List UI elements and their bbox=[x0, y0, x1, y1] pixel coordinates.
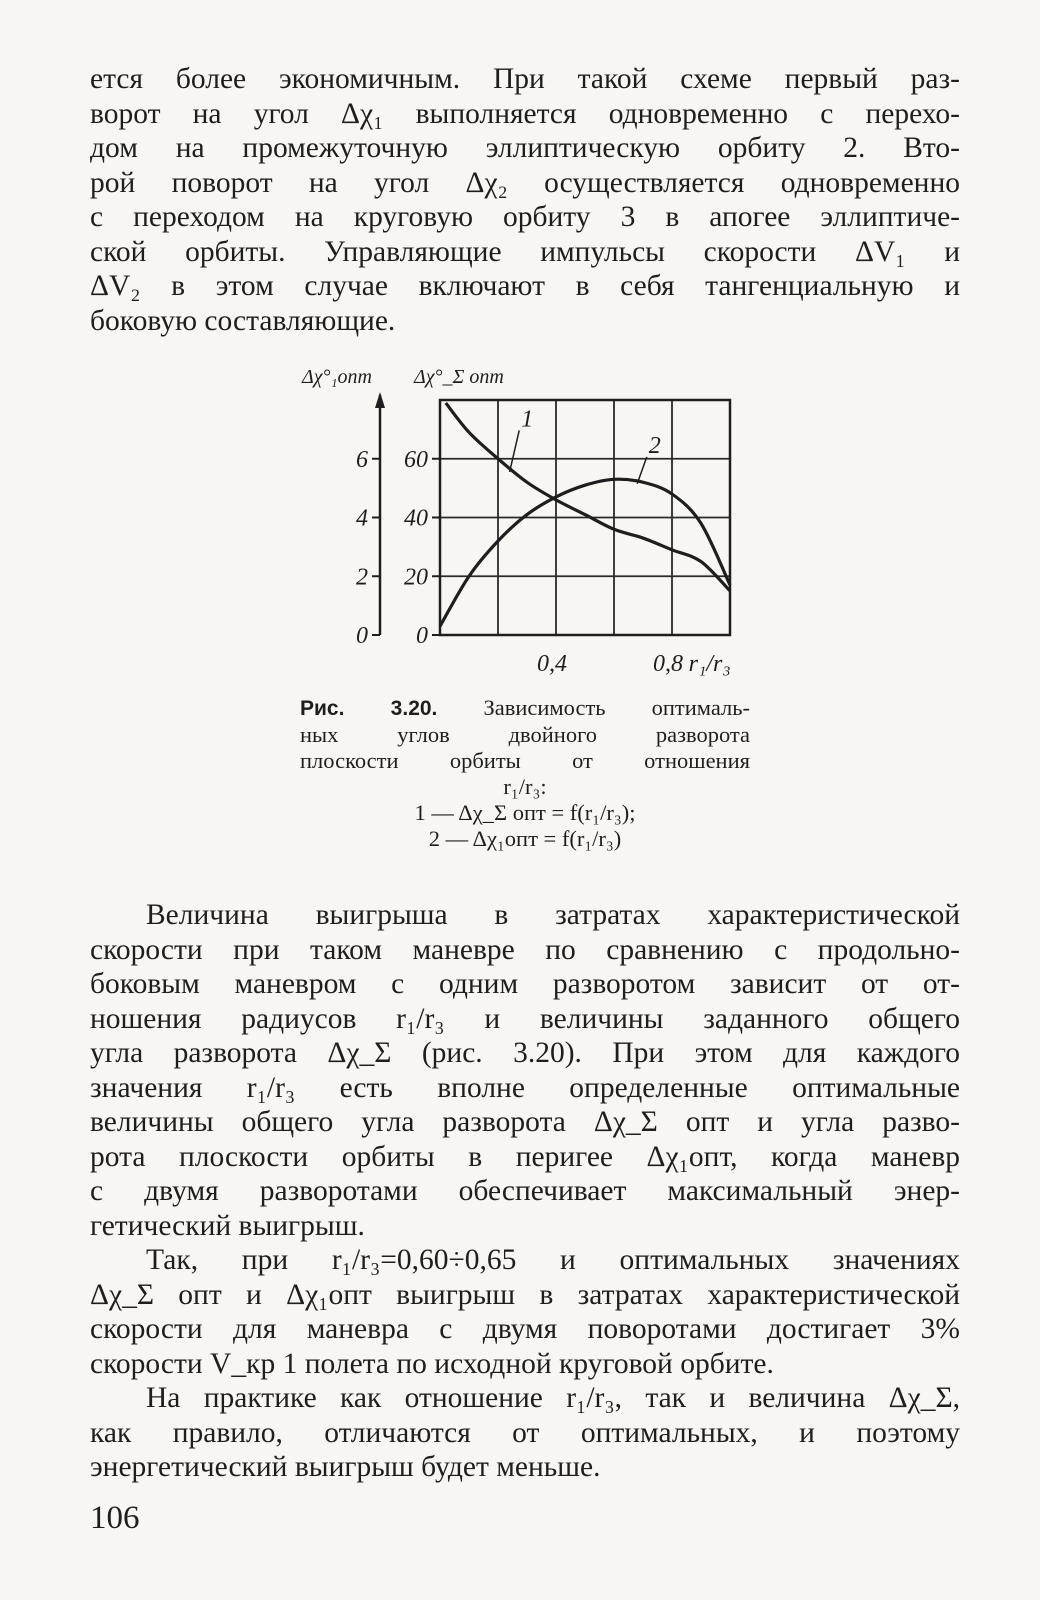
caption-line: r₁/r₃: bbox=[503, 774, 547, 799]
page-number: 106 bbox=[90, 1500, 140, 1536]
text-line: скорости V_кр 1 полета по исходной круговой орбите. bbox=[90, 1347, 774, 1380]
text-line: Так, при r₁/r₃=0,60÷0,65 и оптимальных значениях bbox=[146, 1244, 960, 1276]
text-line: скорости при таком маневре по сравнению с продольно- bbox=[90, 933, 960, 966]
text-line: Δχ_Σ опт и Δχ₁опт выигрыш в затратах характеристической bbox=[90, 1278, 960, 1311]
y-tick-label-outer: 6 bbox=[356, 446, 368, 473]
text-line: с двумя разворотами обеспечивает максимальный энер- bbox=[90, 1175, 960, 1207]
series-label-1: 1 bbox=[521, 406, 534, 433]
text-line: рой поворот на угол Δχ₂ осуществляется одновременно bbox=[90, 166, 960, 199]
paragraph-2 bbox=[90, 898, 960, 1243]
text-line: На практике как отношение r₁/r₃, так и величина Δχ_Σ, bbox=[146, 1382, 960, 1414]
caption-line: 1 — Δχ_Σ опт = f(r₁/r₃); bbox=[414, 800, 636, 825]
caption-label: Рис. 3.20. bbox=[300, 697, 438, 720]
series-label-2: 2 bbox=[648, 432, 661, 459]
series-leader-1 bbox=[510, 430, 520, 472]
text-line: ношения радиусов r₁/r₃ и величины заданного общего bbox=[90, 1002, 960, 1035]
paragraph-3 bbox=[90, 1243, 960, 1381]
text-line: ворот на угол Δχ₁ выполняется одновременно с перехо- bbox=[90, 97, 960, 130]
caption-line: ных углов двойного разворота bbox=[300, 722, 750, 747]
paragraph-4 bbox=[90, 1381, 960, 1485]
y-tick-label-inner: 60 bbox=[404, 446, 428, 473]
x-axis-label: r₁/r₃ bbox=[688, 651, 731, 677]
series-leader-2 bbox=[637, 457, 647, 484]
y-tick-label-outer: 0 bbox=[356, 623, 368, 649]
text-line: с переходом на круговую орбиту 3 в апогее эллиптиче- bbox=[90, 201, 960, 233]
caption-text: Зависимость оптималь- bbox=[437, 695, 750, 720]
figure-caption bbox=[300, 695, 750, 852]
text-line: боковую составляющие. bbox=[90, 304, 396, 337]
paragraph-1 bbox=[90, 62, 960, 338]
text-line: ской орбиты. Управляющие импульсы скорости ΔV₁ и bbox=[90, 235, 960, 268]
text-line: энергетический выигрыш будет меньше. bbox=[90, 1451, 601, 1483]
text-line: ется более экономичным. При такой схеме первый раз- bbox=[90, 63, 960, 95]
y-tick-label-inner: 40 bbox=[404, 505, 428, 532]
series-line-1 bbox=[446, 403, 730, 591]
caption-line bbox=[300, 695, 750, 722]
text-line: гетический выигрыш. bbox=[90, 1209, 365, 1242]
text-line: угла разворота Δχ_Σ (рис. 3.20). При этом для каждого bbox=[90, 1037, 960, 1069]
text-line: величины общего угла разворота Δχ_Σ опт и угла разво- bbox=[90, 1106, 960, 1138]
y-axis-label-right: Δχ°_Σ опт bbox=[414, 366, 504, 388]
y-tick-label-outer: 2 bbox=[356, 564, 368, 591]
y-tick-label-inner: 20 bbox=[404, 564, 428, 591]
chart-optimal-angles bbox=[302, 355, 770, 685]
text-line: значения r₁/r₃ есть вполне определенные оптимальные bbox=[90, 1071, 960, 1104]
x-tick-label: 0,8 bbox=[653, 651, 683, 677]
x-tick-label: 0,4 bbox=[537, 651, 567, 677]
text-line: дом на промежуточную эллиптическую орбиту 2. Вто- bbox=[90, 132, 960, 164]
text-line: Величина выигрыша в затратах характеристической bbox=[146, 899, 960, 931]
series-line-2 bbox=[440, 479, 730, 626]
y-tick-label-inner: 0 bbox=[416, 623, 428, 649]
text-line: рота плоскости орбиты в перигее Δχ₁опт, когда маневр bbox=[90, 1140, 960, 1173]
y-axis-arrow bbox=[375, 392, 385, 408]
figure-3-20 bbox=[302, 355, 770, 685]
caption-line: плоскости орбиты от отношения bbox=[300, 748, 750, 773]
caption-line: 2 — Δχ₁опт = f(r₁/r₃) bbox=[428, 826, 622, 851]
text-line: ΔV₂ в этом случае включают в себя тангенциальную и bbox=[90, 270, 960, 302]
text-line: как правило, отличаются от оптимальных, и поэтому bbox=[90, 1416, 960, 1449]
y-tick-label-outer: 4 bbox=[356, 505, 368, 532]
y-axis-label-left: Δχ°₁опт bbox=[302, 366, 372, 388]
text-line: скорости для маневра с двумя поворотами достигает 3% bbox=[90, 1313, 960, 1345]
text-line: боковым маневром с одним разворотом зависит от от- bbox=[90, 968, 960, 1000]
